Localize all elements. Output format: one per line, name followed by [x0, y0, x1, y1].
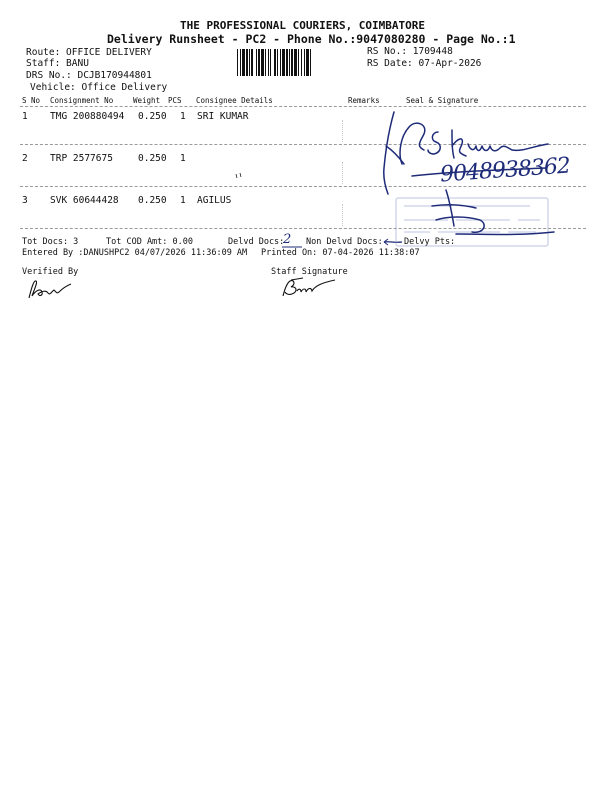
row2-weight: 0.250 — [138, 153, 167, 164]
staff-signature — [279, 276, 345, 300]
row2-pcs: 1 — [180, 153, 186, 164]
barcode-bar — [282, 49, 285, 76]
staff-label: Staff: BANU — [26, 58, 89, 69]
row1-pcs: 1 — [180, 111, 186, 122]
route-label: Route: OFFICE DELIVERY — [26, 47, 152, 58]
row3-sno: 3 — [22, 195, 28, 206]
barcode-bar — [274, 49, 276, 76]
col-consignee: Consignee Details — [196, 96, 273, 105]
company-title: THE PROFESSIONAL COURIERS, COIMBATORE — [180, 19, 426, 32]
col-consignment: Consignment No — [50, 96, 114, 105]
barcode-bar — [258, 49, 260, 76]
handwritten-phone: 9048938362 — [439, 153, 571, 188]
barcode-bar — [249, 49, 250, 76]
barcode-bar — [261, 49, 264, 76]
row1-consignment: TMG 200880494 — [50, 111, 125, 122]
col-remarks: Remarks — [348, 96, 380, 105]
barcode-bar — [298, 49, 299, 76]
verifier-signature — [26, 276, 72, 302]
barcode-bar — [301, 49, 302, 76]
barcode-bar — [280, 49, 281, 76]
vehicle-label: Vehicle: Office Delivery — [30, 82, 168, 93]
barcode-bar — [246, 49, 248, 76]
barcode-bar — [240, 49, 241, 76]
barcode-bar — [251, 49, 253, 76]
stray-ticks — [234, 172, 244, 180]
printed-on: Printed On: 07-04-2026 11:38:07 — [261, 248, 420, 258]
row2-sno: 2 — [22, 153, 28, 164]
barcode-bar — [291, 49, 293, 76]
barcode-bar — [256, 49, 257, 76]
delivery-points-label: Delvy Pts: — [404, 237, 456, 247]
row1-sno: 1 — [22, 111, 28, 122]
row3-consignee: AGILUS — [197, 195, 232, 206]
barcode-bar — [286, 49, 288, 76]
entered-by: Entered By :DANUSHPC2 04/07/2026 11:36:09 AM — [22, 248, 248, 258]
row3-pcs: 1 — [180, 195, 186, 206]
barcode-bar — [277, 49, 278, 76]
barcode-bar — [265, 49, 266, 76]
non-delivered-docs-label: Non Delvd Docs: — [306, 237, 383, 247]
runsheet-subtitle: Delivery Runsheet - PC2 - Phone No.:9047080280 - Page No.:1 — [107, 32, 516, 46]
barcode-bar — [289, 49, 290, 76]
total-docs: Tot Docs: 3 — [22, 237, 79, 247]
row1-consignee: SRI KUMAR — [197, 111, 249, 122]
delivered-docs-label: Delvd Docs: — [228, 237, 285, 247]
row2-consignment: TRP 2577675 — [50, 153, 113, 164]
barcode-bar — [310, 49, 311, 76]
barcode-bar — [294, 49, 297, 76]
rs-date: RS Date: 07-Apr-2026 — [367, 58, 482, 69]
barcode-bar — [270, 49, 271, 76]
row3-consignment: SVK 60644428 — [50, 195, 119, 206]
drs-number: DRS No.: DCJB170944801 — [26, 70, 152, 81]
col-pcs: PCS — [168, 96, 182, 105]
row1-weight: 0.250 — [138, 111, 167, 122]
col-sno: S No — [22, 96, 41, 105]
row3-divider — [342, 204, 343, 226]
row3-weight: 0.250 — [138, 195, 167, 206]
barcode-bar — [242, 49, 245, 76]
rs-number: RS No.: 1709448 — [367, 46, 453, 57]
row1-divider — [342, 120, 343, 142]
delivered-docs-handwritten: 2 — [283, 232, 292, 247]
barcode-bar — [268, 49, 269, 76]
barcode-bar — [237, 49, 238, 76]
col-weight: Weight — [133, 96, 161, 105]
barcode-bar — [306, 49, 309, 76]
col-seal: Seal & Signature — [406, 96, 479, 105]
barcode-bar — [304, 49, 305, 76]
row2-divider — [342, 162, 343, 184]
staff-signature-label: Staff Signature — [271, 267, 348, 277]
verified-by-label: Verified By — [22, 267, 79, 277]
total-cod-amount: Tot COD Amt: 0.00 — [106, 237, 193, 247]
barcode — [237, 49, 363, 76]
